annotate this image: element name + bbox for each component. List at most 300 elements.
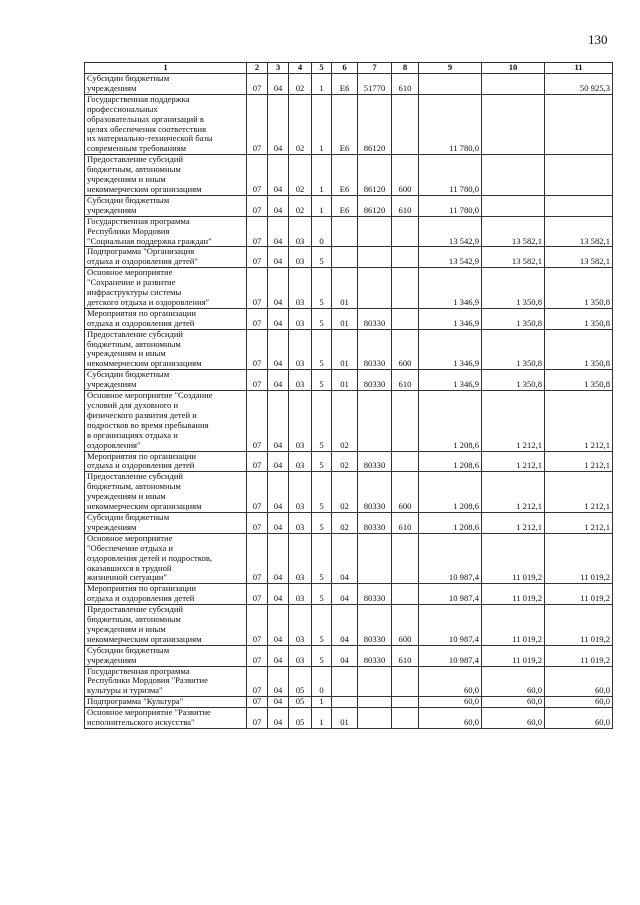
measure-code-cell: 04 xyxy=(332,645,358,666)
expense-type-cell: 610 xyxy=(392,645,419,666)
program-code-cell: 03 xyxy=(289,512,312,533)
section-code-cell: 07 xyxy=(247,697,268,708)
expense-type-cell xyxy=(392,697,419,708)
amount-cell-col11 xyxy=(545,195,613,216)
section-code-cell: 07 xyxy=(247,247,268,268)
item-name-line: Основное мероприятие "Создание xyxy=(87,390,213,401)
subprogram-code-cell: 5 xyxy=(312,268,332,309)
amount-cell-col10: 11 019,2 xyxy=(482,605,545,646)
item-name-cell xyxy=(85,584,247,605)
expense-type-cell xyxy=(392,268,419,309)
subprogram-code-cell: 5 xyxy=(312,533,332,584)
subprogram-code-cell: 5 xyxy=(312,584,332,605)
amount-cell-col10: 1 212,1 xyxy=(482,472,545,513)
amount-cell-col9: 60,0 xyxy=(419,708,482,729)
amount-cell-col10: 11 019,2 xyxy=(482,645,545,666)
amount-cell-col10: 1 212,1 xyxy=(482,512,545,533)
column-header: 4 xyxy=(289,63,312,74)
item-name-line: Субсидии бюджетным xyxy=(87,645,170,655)
item-name-line: Основное мероприятие xyxy=(87,267,173,278)
item-name-cell xyxy=(85,195,247,216)
subsection-code-cell: 04 xyxy=(268,308,289,329)
expense-type-cell xyxy=(392,533,419,584)
measure-code-cell: Е6 xyxy=(332,74,358,95)
subsection-code-cell: 04 xyxy=(268,329,289,370)
program-code-cell: 05 xyxy=(289,666,312,697)
item-name-line: Предоставление субсидий xyxy=(87,329,184,339)
amount-cell-col9: 1 208,6 xyxy=(419,451,482,472)
subprogram-code-cell: 5 xyxy=(312,472,332,513)
table-header-row xyxy=(85,63,613,74)
subsection-code-cell: 04 xyxy=(268,216,289,247)
section-code-cell: 07 xyxy=(247,472,268,513)
amount-cell-col10: 13 582,1 xyxy=(482,247,545,268)
subsection-code-cell: 04 xyxy=(268,584,289,605)
item-name-cell xyxy=(85,94,247,154)
item-name-line: Мероприятия по организации xyxy=(87,451,197,461)
subsection-code-cell: 04 xyxy=(268,697,289,708)
item-name-cell xyxy=(85,666,247,697)
item-name-line: в организациях отдыха и xyxy=(87,429,178,440)
program-code-cell: 03 xyxy=(289,584,312,605)
table-row xyxy=(85,391,613,451)
direction-code-cell: 80330 xyxy=(358,370,392,391)
table-row xyxy=(85,74,613,95)
item-name-line: Субсидии бюджетным xyxy=(87,73,170,83)
measure-code-cell xyxy=(332,216,358,247)
section-code-cell: 07 xyxy=(247,155,268,196)
item-name-cell xyxy=(85,451,247,472)
item-name-line: современным требованиям xyxy=(87,143,187,154)
amount-cell-col9: 13 542,9 xyxy=(419,216,482,247)
item-name-line: Подпрограмма "Культура" xyxy=(87,696,184,707)
table-row xyxy=(85,645,613,666)
section-code-cell: 07 xyxy=(247,533,268,584)
section-code-cell: 07 xyxy=(247,645,268,666)
amount-cell-col9: 1 208,6 xyxy=(419,391,482,451)
expense-type-cell: 600 xyxy=(392,472,419,513)
expense-type-cell xyxy=(392,451,419,472)
subprogram-code-cell: 0 xyxy=(312,216,332,247)
amount-cell-col10: 1 350,8 xyxy=(482,329,545,370)
table-row xyxy=(85,666,613,697)
amount-cell-col9: 1 208,6 xyxy=(419,512,482,533)
item-name-line: Государственная поддержка xyxy=(87,94,190,104)
program-code-cell: 05 xyxy=(289,697,312,708)
item-name-line: Предоставление субсидий xyxy=(87,471,184,482)
item-name-line: учреждениям и иным xyxy=(87,623,166,634)
amount-cell-col11: 1 350,8 xyxy=(545,329,613,370)
table-row xyxy=(85,605,613,646)
item-name-cell xyxy=(85,472,247,513)
subsection-code-cell: 04 xyxy=(268,451,289,472)
amount-cell-col9: 1 346,9 xyxy=(419,308,482,329)
item-name-line: бюджетным, автономным xyxy=(87,338,181,349)
item-name-cell xyxy=(85,155,247,196)
item-name-line: подростков во время пребывания xyxy=(87,419,209,430)
expense-type-cell: 610 xyxy=(392,195,419,216)
subsection-code-cell: 04 xyxy=(268,391,289,451)
amount-cell-col9: 13 542,9 xyxy=(419,247,482,268)
program-code-cell: 03 xyxy=(289,308,312,329)
item-name-line: учреждениям xyxy=(87,521,137,532)
amount-cell-col10 xyxy=(482,155,545,196)
item-name-line: Мероприятия по организации xyxy=(87,583,197,594)
item-name-line: учреждениям xyxy=(87,204,137,215)
item-name-line: учреждениям и иным xyxy=(87,348,166,359)
table-row xyxy=(85,584,613,605)
program-code-cell: 03 xyxy=(289,645,312,666)
subsection-code-cell: 04 xyxy=(268,645,289,666)
table-row xyxy=(85,308,613,329)
direction-code-cell: 80330 xyxy=(358,329,392,370)
section-code-cell: 07 xyxy=(247,708,268,729)
item-name-line: отдыха и оздоровления детей" xyxy=(87,256,198,267)
subsection-code-cell: 04 xyxy=(268,708,289,729)
measure-code-cell xyxy=(332,697,358,708)
amount-cell-col10: 60,0 xyxy=(482,708,545,729)
column-header: 2 xyxy=(247,63,268,74)
direction-code-cell: 80330 xyxy=(358,605,392,646)
table-row xyxy=(85,370,613,391)
column-header: 11 xyxy=(545,63,613,74)
subprogram-code-cell: 1 xyxy=(312,94,332,154)
subprogram-code-cell: 1 xyxy=(312,697,332,708)
direction-code-cell: 86120 xyxy=(358,155,392,196)
column-header: 9 xyxy=(419,63,482,74)
measure-code-cell xyxy=(332,247,358,268)
section-code-cell: 07 xyxy=(247,451,268,472)
amount-cell-col9: 60,0 xyxy=(419,697,482,708)
item-name-line: "Обеспечение отдыха и xyxy=(87,542,174,553)
subprogram-code-cell: 5 xyxy=(312,451,332,472)
budget-table xyxy=(84,62,613,729)
item-name-cell xyxy=(85,391,247,451)
program-code-cell: 03 xyxy=(289,247,312,268)
item-name-cell xyxy=(85,370,247,391)
item-name-cell xyxy=(85,268,247,309)
direction-code-cell: 80330 xyxy=(358,645,392,666)
item-name-cell xyxy=(85,329,247,370)
item-name-line: детского отдыха и оздоровления" xyxy=(87,296,210,307)
table-row xyxy=(85,697,613,708)
item-name-line: исполнительского искусства" xyxy=(87,717,195,728)
subsection-code-cell: 04 xyxy=(268,94,289,154)
amount-cell-col9: 10 987,4 xyxy=(419,645,482,666)
subprogram-code-cell: 1 xyxy=(312,155,332,196)
section-code-cell: 07 xyxy=(247,605,268,646)
amount-cell-col10: 11 019,2 xyxy=(482,533,545,584)
amount-cell-col10 xyxy=(482,195,545,216)
direction-code-cell: 80330 xyxy=(358,308,392,329)
amount-cell-col11: 1 350,8 xyxy=(545,268,613,309)
column-header: 1 xyxy=(85,63,247,74)
amount-cell-col9: 10 987,4 xyxy=(419,533,482,584)
section-code-cell: 07 xyxy=(247,74,268,95)
table-row xyxy=(85,472,613,513)
direction-code-cell xyxy=(358,391,392,451)
expense-type-cell: 610 xyxy=(392,74,419,95)
amount-cell-col11: 1 350,8 xyxy=(545,370,613,391)
subsection-code-cell: 04 xyxy=(268,512,289,533)
expense-type-cell xyxy=(392,247,419,268)
column-header: 6 xyxy=(332,63,358,74)
measure-code-cell: 04 xyxy=(332,533,358,584)
amount-cell-col11 xyxy=(545,94,613,154)
table-row xyxy=(85,195,613,216)
item-name-cell xyxy=(85,697,247,708)
program-code-cell: 02 xyxy=(289,155,312,196)
subprogram-code-cell: 1 xyxy=(312,195,332,216)
amount-cell-col9: 11 780,0 xyxy=(419,195,482,216)
direction-code-cell: 80330 xyxy=(358,512,392,533)
item-name-line: учреждениям xyxy=(87,379,137,390)
measure-code-cell: 04 xyxy=(332,584,358,605)
amount-cell-col10: 13 582,1 xyxy=(482,216,545,247)
amount-cell-col9: 11 780,0 xyxy=(419,94,482,154)
program-code-cell: 03 xyxy=(289,370,312,391)
measure-code-cell: 01 xyxy=(332,370,358,391)
item-name-line: Государственная программа xyxy=(87,216,190,226)
amount-cell-col11: 1 212,1 xyxy=(545,451,613,472)
expense-type-cell: 610 xyxy=(392,370,419,391)
program-code-cell: 03 xyxy=(289,533,312,584)
amount-cell-col10 xyxy=(482,94,545,154)
item-name-cell xyxy=(85,645,247,666)
expense-type-cell xyxy=(392,584,419,605)
program-code-cell: 02 xyxy=(289,74,312,95)
item-name-line: Предоставление субсидий xyxy=(87,154,184,165)
item-name-line: Республики Мордовия "Развитие xyxy=(87,675,208,686)
subsection-code-cell: 04 xyxy=(268,533,289,584)
item-name-line: "Сохранение и развитие xyxy=(87,277,176,288)
item-name-line: Субсидии бюджетным xyxy=(87,195,170,205)
amount-cell-col10 xyxy=(482,74,545,95)
expense-type-cell xyxy=(392,666,419,697)
amount-cell-col10: 1 212,1 xyxy=(482,451,545,472)
section-code-cell: 07 xyxy=(247,666,268,697)
table-row xyxy=(85,155,613,196)
measure-code-cell: 01 xyxy=(332,708,358,729)
direction-code-cell xyxy=(358,697,392,708)
direction-code-cell xyxy=(358,666,392,697)
measure-code-cell: 04 xyxy=(332,605,358,646)
item-name-line: отдыха и оздоровления детей xyxy=(87,317,195,328)
measure-code-cell: 01 xyxy=(332,329,358,370)
measure-code-cell: 01 xyxy=(332,308,358,329)
item-name-line: их материально-технической базы xyxy=(87,133,213,144)
direction-code-cell: 80330 xyxy=(358,451,392,472)
direction-code-cell xyxy=(358,247,392,268)
section-code-cell: 07 xyxy=(247,512,268,533)
subsection-code-cell: 04 xyxy=(268,370,289,391)
table-row xyxy=(85,247,613,268)
item-name-cell xyxy=(85,247,247,268)
item-name-line: некоммерческим организациям xyxy=(87,501,202,512)
direction-code-cell: 51770 xyxy=(358,74,392,95)
item-name-line: учреждениям xyxy=(87,654,137,665)
amount-cell-col11: 1 350,8 xyxy=(545,308,613,329)
item-name-line: "Социальная поддержка граждан" xyxy=(87,235,212,246)
amount-cell-col10: 1 350,8 xyxy=(482,268,545,309)
table-body xyxy=(85,74,613,729)
program-code-cell: 05 xyxy=(289,708,312,729)
subsection-code-cell: 04 xyxy=(268,268,289,309)
amount-cell-col11: 60,0 xyxy=(545,708,613,729)
item-name-line: физического развития детей и xyxy=(87,409,197,420)
amount-cell-col11: 13 582,1 xyxy=(545,216,613,247)
amount-cell-col11: 11 019,2 xyxy=(545,533,613,584)
item-name-line: отдыха и оздоровления детей xyxy=(87,460,195,471)
subprogram-code-cell: 0 xyxy=(312,666,332,697)
amount-cell-col11: 50 925,3 xyxy=(545,74,613,95)
item-name-line: Подпрограмма "Организация xyxy=(87,246,195,257)
direction-code-cell: 80330 xyxy=(358,472,392,513)
amount-cell-col9: 10 987,4 xyxy=(419,605,482,646)
amount-cell-col9: 11 780,0 xyxy=(419,155,482,196)
amount-cell-col9 xyxy=(419,74,482,95)
table-row xyxy=(85,512,613,533)
section-code-cell: 07 xyxy=(247,195,268,216)
item-name-cell xyxy=(85,216,247,247)
amount-cell-col10: 1 350,8 xyxy=(482,308,545,329)
subprogram-code-cell: 5 xyxy=(312,605,332,646)
table-row xyxy=(85,533,613,584)
table-row xyxy=(85,451,613,472)
item-name-cell xyxy=(85,512,247,533)
program-code-cell: 03 xyxy=(289,605,312,646)
measure-code-cell: Е6 xyxy=(332,155,358,196)
subprogram-code-cell: 5 xyxy=(312,512,332,533)
amount-cell-col11: 11 019,2 xyxy=(545,584,613,605)
amount-cell-col9: 1 346,9 xyxy=(419,268,482,309)
direction-code-cell xyxy=(358,533,392,584)
measure-code-cell: 02 xyxy=(332,391,358,451)
expense-type-cell xyxy=(392,708,419,729)
amount-cell-col10: 11 019,2 xyxy=(482,584,545,605)
item-name-line: некоммерческим организациям xyxy=(87,358,202,369)
measure-code-cell: 02 xyxy=(332,451,358,472)
item-name-line: оказавшихся в трудной xyxy=(87,562,172,573)
subsection-code-cell: 04 xyxy=(268,605,289,646)
item-name-line: целях обеспечения соответствия xyxy=(87,123,207,134)
item-name-line: Республики Мордовия xyxy=(87,225,170,236)
amount-cell-col9: 10 987,4 xyxy=(419,584,482,605)
measure-code-cell: 02 xyxy=(332,512,358,533)
program-code-cell: 02 xyxy=(289,94,312,154)
program-code-cell: 03 xyxy=(289,391,312,451)
amount-cell-col11: 11 019,2 xyxy=(545,645,613,666)
item-name-line: Мероприятия по организации xyxy=(87,308,197,318)
column-header: 3 xyxy=(268,63,289,74)
expense-type-cell: 600 xyxy=(392,155,419,196)
item-name-line: бюджетным, автономным xyxy=(87,614,181,625)
item-name-line: оздоровления" xyxy=(87,439,141,450)
section-code-cell: 07 xyxy=(247,268,268,309)
direction-code-cell: 80330 xyxy=(358,584,392,605)
measure-code-cell: 02 xyxy=(332,472,358,513)
subprogram-code-cell: 5 xyxy=(312,247,332,268)
amount-cell-col11: 60,0 xyxy=(545,666,613,697)
column-header: 8 xyxy=(392,63,419,74)
measure-code-cell xyxy=(332,666,358,697)
item-name-cell xyxy=(85,308,247,329)
program-code-cell: 03 xyxy=(289,329,312,370)
subsection-code-cell: 04 xyxy=(268,666,289,697)
subprogram-code-cell: 5 xyxy=(312,308,332,329)
item-name-cell xyxy=(85,74,247,95)
item-name-line: Субсидии бюджетным xyxy=(87,369,170,380)
measure-code-cell: 01 xyxy=(332,268,358,309)
item-name-line: бюджетным, автономным xyxy=(87,164,181,175)
amount-cell-col10: 60,0 xyxy=(482,697,545,708)
subsection-code-cell: 04 xyxy=(268,155,289,196)
table-row xyxy=(85,94,613,154)
amount-cell-col9: 1 346,9 xyxy=(419,370,482,391)
amount-cell-col11: 60,0 xyxy=(545,697,613,708)
section-code-cell: 07 xyxy=(247,308,268,329)
direction-code-cell: 86120 xyxy=(358,94,392,154)
section-code-cell: 07 xyxy=(247,216,268,247)
direction-code-cell xyxy=(358,216,392,247)
item-name-line: некоммерческим организациям xyxy=(87,183,202,194)
subsection-code-cell: 04 xyxy=(268,247,289,268)
subsection-code-cell: 04 xyxy=(268,472,289,513)
amount-cell-col10: 1 350,8 xyxy=(482,370,545,391)
direction-code-cell: 86120 xyxy=(358,195,392,216)
amount-cell-col11: 13 582,1 xyxy=(545,247,613,268)
item-name-cell xyxy=(85,533,247,584)
item-name-line: инфраструктуры системы xyxy=(87,287,182,298)
item-name-line: учреждениям xyxy=(87,82,137,93)
item-name-line: бюджетным, автономным xyxy=(87,481,181,492)
table-row xyxy=(85,708,613,729)
program-code-cell: 03 xyxy=(289,216,312,247)
measure-code-cell: Е6 xyxy=(332,195,358,216)
subprogram-code-cell: 5 xyxy=(312,370,332,391)
item-name-line: Государственная программа xyxy=(87,666,190,676)
section-code-cell: 07 xyxy=(247,94,268,154)
column-header: 7 xyxy=(358,63,392,74)
table-row xyxy=(85,268,613,309)
item-name-line: учреждениям и иным xyxy=(87,491,166,502)
program-code-cell: 03 xyxy=(289,268,312,309)
amount-cell-col11: 11 019,2 xyxy=(545,605,613,646)
item-name-cell xyxy=(85,708,247,729)
item-name-line: Основное мероприятие "Развитие xyxy=(87,707,211,718)
column-header: 10 xyxy=(482,63,545,74)
direction-code-cell xyxy=(358,708,392,729)
amount-cell-col11: 1 212,1 xyxy=(545,391,613,451)
section-code-cell: 07 xyxy=(247,584,268,605)
item-name-line: Предоставление субсидий xyxy=(87,604,184,615)
amount-cell-col9: 60,0 xyxy=(419,666,482,697)
item-name-line: культуры и туризма" xyxy=(87,685,163,696)
amount-cell-col11: 1 212,1 xyxy=(545,512,613,533)
item-name-cell xyxy=(85,605,247,646)
section-code-cell: 07 xyxy=(247,329,268,370)
expense-type-cell: 600 xyxy=(392,329,419,370)
item-name-line: отдыха и оздоровления детей xyxy=(87,593,195,604)
item-name-line: учреждениям и иным xyxy=(87,174,166,185)
item-name-line: условий для духовного и xyxy=(87,400,179,410)
amount-cell-col9: 1 346,9 xyxy=(419,329,482,370)
item-name-line: жизненной ситуации" xyxy=(87,572,167,583)
direction-code-cell xyxy=(358,268,392,309)
amount-cell-col9: 1 208,6 xyxy=(419,472,482,513)
subprogram-code-cell: 1 xyxy=(312,708,332,729)
subsection-code-cell: 04 xyxy=(268,74,289,95)
